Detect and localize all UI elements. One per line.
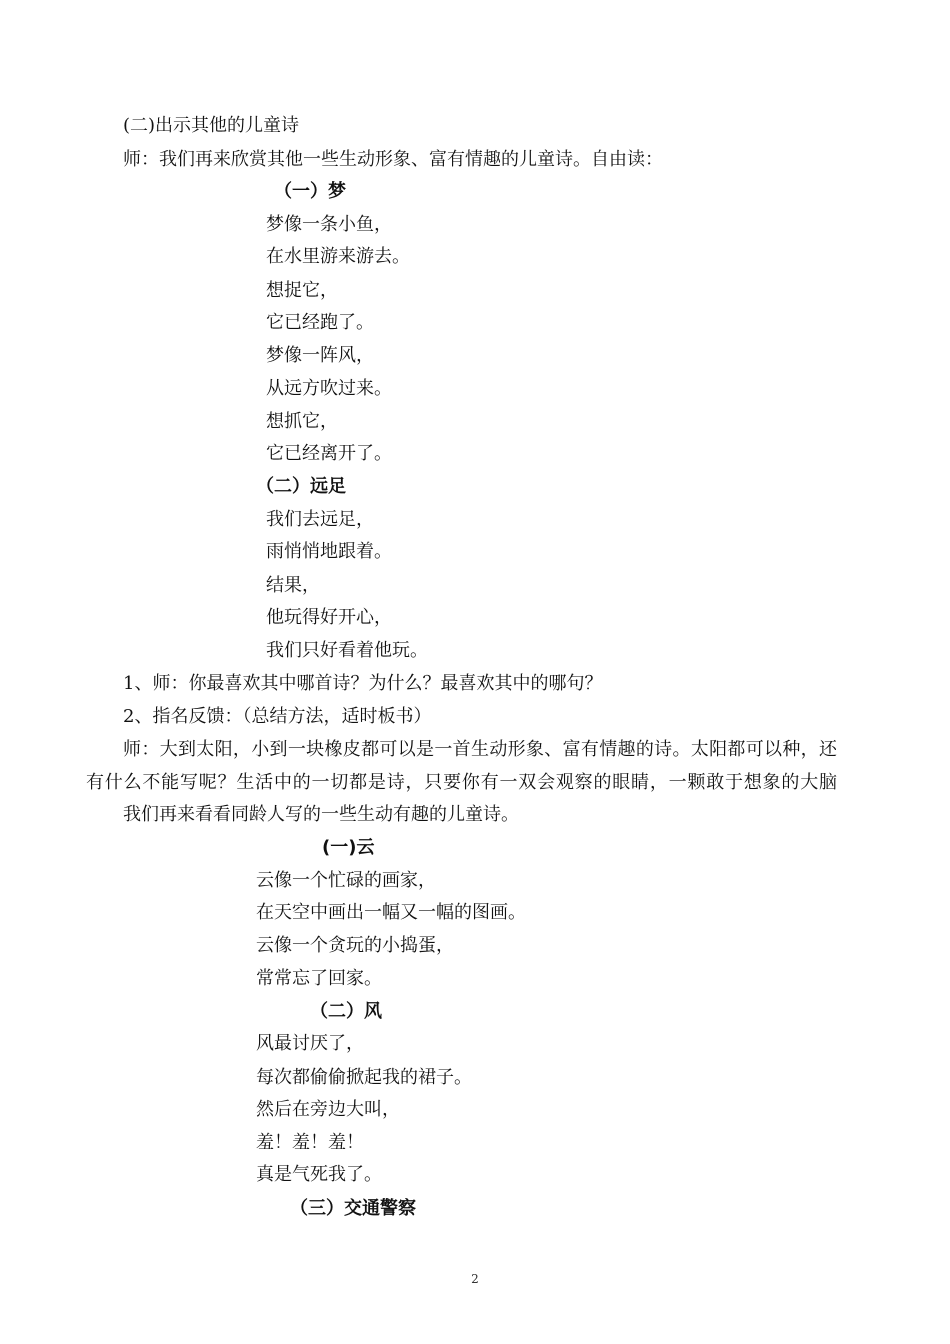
poem-line: 他玩得好开心， [266,607,392,628]
poem-line: 在天空中画出一幅又一幅的图画。 [256,902,526,923]
page-number: 2 [471,1272,479,1286]
poem-line: 常常忘了回家。 [256,968,382,989]
poem-title-dream: （一）梦 [274,181,346,202]
teacher-summary-line: 有什么不能写呢？生活中的一切都是诗，只要你有一双会观察的眼睛，一颗敢于想象的大脑 [86,772,837,793]
poem-line: 每次都偷偷掀起我的裙子。 [256,1067,472,1088]
poem-line: 我们去远足， [266,509,374,530]
poem-title-cloud: (一)云 [322,837,375,858]
poem-line: 在水里游来游去。 [266,246,410,267]
question-item: 2、指名反馈：（总结方法，适时板书） [123,706,432,727]
poem-line: 结果， [266,575,320,596]
question-item: 1、师：你最喜欢其中哪首诗？为什么？最喜欢其中的哪句？ [123,673,603,694]
poem-title-outing: （二）远足 [256,476,346,497]
poem-title-wind: （二）风 [310,1001,382,1022]
poem-line: 梦像一阵风， [266,345,374,366]
poem-line: 它已经跑了。 [266,312,374,333]
peer-intro: 我们再来看看同龄人写的一些生动有趣的儿童诗。 [123,804,519,825]
poem-line: 雨悄悄地跟着。 [266,541,392,562]
poem-line: 羞！羞！羞！ [256,1132,364,1153]
poem-line: 云像一个忙碌的画家， [256,870,436,891]
poem-line: 我们只好看着他玩。 [266,640,428,661]
poem-line: 然后在旁边大叫， [256,1099,400,1120]
section-title: (二)出示其他的儿童诗 [123,115,300,136]
teacher-summary-line: 师：大到太阳，小到一块橡皮都可以是一首生动形象、富有情趣的诗。太阳都可以种，还 [123,739,837,760]
poem-line: 它已经离开了。 [266,443,392,464]
teacher-intro: 师：我们再来欣赏其他一些生动形象、富有情趣的儿童诗。自由读： [123,149,663,170]
poem-line: 从远方吹过来。 [266,378,392,399]
poem-line: 风最讨厌了， [256,1033,364,1054]
poem-line: 想捉它， [266,280,338,301]
poem-line: 真是气死我了。 [256,1164,382,1185]
poem-line: 云像一个贪玩的小捣蛋， [256,935,454,956]
poem-line: 梦像一条小鱼， [266,214,392,235]
poem-line: 想抓它， [266,411,338,432]
poem-title-traffic-police: （三）交通警察 [290,1198,416,1219]
